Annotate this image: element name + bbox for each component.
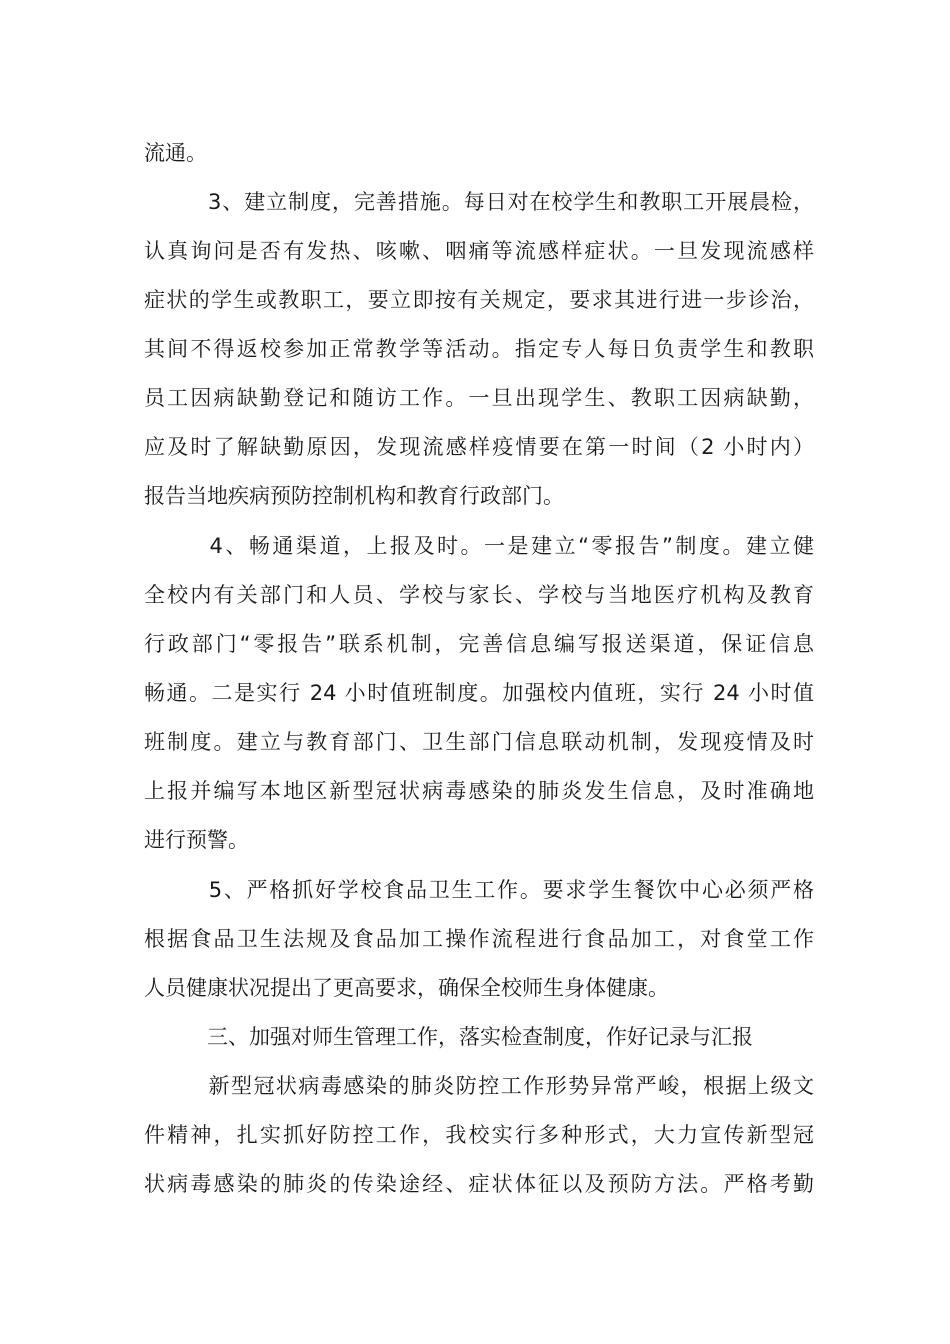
text-line-5: 其间不得返校参加正常教学等活动。指定专人每日负责学生和教职 bbox=[144, 337, 814, 361]
text-line-14: 上报并编写本地区新型冠状病毒感染的肺炎发生信息，及时准确地 bbox=[144, 779, 814, 803]
section-heading: 三、加强对师生管理工作，落实检查制度，作好记录与汇报 bbox=[186, 1025, 753, 1049]
text-line-7: 应及时了解缺勤原因，发现流感样疫情要在第一时间（2 小时内） bbox=[144, 435, 814, 459]
text-line-9: 4、畅通渠道，上报及时。一是建立“零报告”制度。建立健 bbox=[186, 534, 814, 558]
text-line-22: 状病毒感染的肺炎的传染途经、症状体征以及预防方法。严格考勤 bbox=[144, 1172, 814, 1196]
text-line-2: 3、建立制度，完善措施。每日对在校学生和教职工开展晨检， bbox=[186, 190, 814, 214]
text-line-15: 进行预警。 bbox=[144, 828, 249, 852]
text-line-4: 症状的学生或教职工，要立即按有关规定，要求其进行进一步诊治， bbox=[144, 288, 814, 312]
text-line-12: 畅通。二是实行 24 小时值班制度。加强校内值班，实行 24 小时值 bbox=[144, 681, 814, 705]
text-line-21: 件精神，扎实抓好防控工作，我校实行多种形式，大力宣传新型冠 bbox=[144, 1123, 814, 1147]
text-line-13: 班制度。建立与教育部门、卫生部门信息联动机制，发现疫情及时 bbox=[144, 730, 814, 754]
text-line-17: 根据食品卫生法规及食品加工操作流程进行食品加工，对食堂工作 bbox=[144, 927, 814, 951]
text-line-18: 人员健康状况提出了更高要求，确保全校师生身体健康。 bbox=[144, 976, 669, 1000]
text-line-6: 员工因病缺勤登记和随访工作。一旦出现学生、教职工因病缺勤， bbox=[144, 386, 814, 410]
text-line-3: 认真询问是否有发热、咳嗽、咽痛等流感样症状。一旦发现流感样 bbox=[144, 239, 814, 263]
text-line-10: 全校内有关部门和人员、学校与家长、学校与当地医疗机构及教育 bbox=[144, 583, 814, 607]
text-line-11: 行政部门“零报告”联系机制，完善信息编写报送渠道，保证信息 bbox=[144, 632, 814, 656]
text-line-1: 流通。 bbox=[144, 141, 207, 165]
text-line-16: 5、严格抓好学校食品卫生工作。要求学生餐饮中心必须严格 bbox=[186, 878, 814, 902]
text-line-20: 新型冠状病毒感染的肺炎防控工作形势异常严峻，根据上级文 bbox=[186, 1074, 814, 1098]
text-line-8: 报告当地疾病预防控制机构和教育行政部门。 bbox=[144, 484, 564, 508]
